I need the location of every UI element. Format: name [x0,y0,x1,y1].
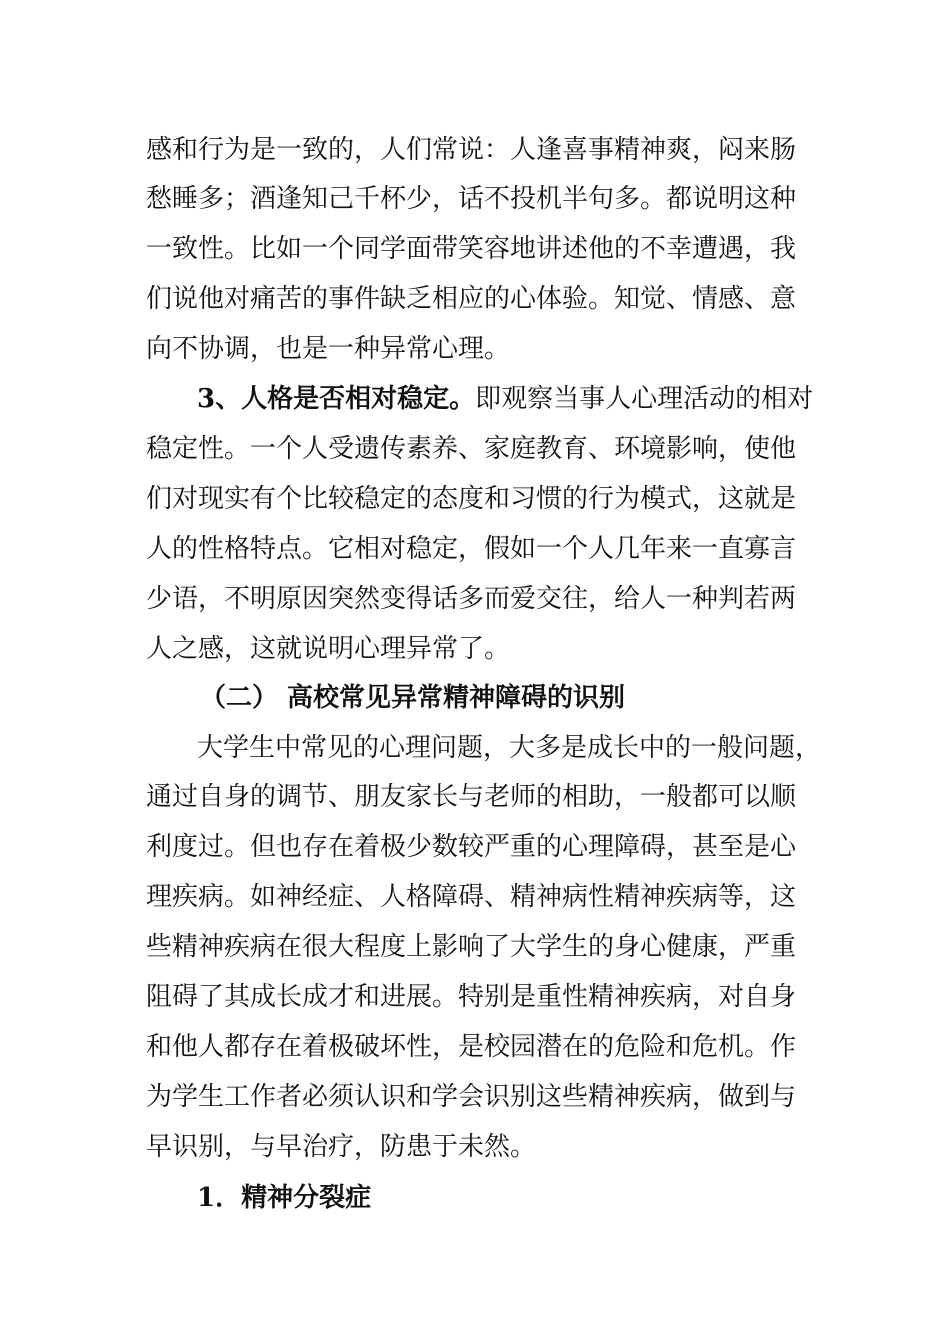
paragraph-line: 们说他对痛苦的事件缺乏相应的心体验。知觉、情感、意 [146,284,797,314]
paragraph-line: 和他人都存在着极破坏性，是校园潜在的危险和危机。作 [146,1032,797,1062]
paragraph-line: 利度过。但也存在着极少数较严重的心理障碍，甚至是心 [146,832,797,862]
paragraph-line: 向不协调，也是一种异常心理。 [146,334,511,364]
paragraph-line: 感和行为是一致的，人们常说：人逢喜事精神爽，闷来肠 [146,135,797,165]
numbered-item-title: 3、人格是否相对稳定。 [197,384,476,414]
paragraph-line: 理疾病。如神经症、人格障碍、精神病性精神疾病等，这 [146,882,797,912]
subheading: 1．精神分裂症 [197,1183,372,1213]
paragraph-line: 人之感，这就说明心理异常了。 [146,634,511,664]
paragraph-line: 们对现实有个比较稳定的态度和习惯的行为模式，这就是 [146,484,797,514]
paragraph-line: 通过自身的调节、朋友家长与老师的相助，一般都可以顺 [146,782,797,812]
paragraph-line: 阻碍了其成长成才和进展。特别是重性精神疾病，对自身 [146,982,797,1012]
section-heading: （二） 高校常见异常精神障碍的识别 [200,683,626,713]
paragraph-line: 愁睡多；酒逢知己千杯少，话不投机半句多。都说明这种 [146,184,797,214]
paragraph-line: 为学生工作者必须认识和学会识别这些精神疾病，做到与 [146,1082,797,1112]
paragraph-line: 早识别，与早治疗，防患于未然。 [146,1132,537,1162]
paragraph-line: 人的性格特点。它相对稳定，假如一个人几年来一直寡言 [146,534,797,564]
paragraph-line: 一致性。比如一个同学面带笑容地讲述他的不幸遭遇，我 [146,234,797,264]
numbered-item-lead-line [197,382,814,416]
numbered-item-lead-text: 即观察当事人心理活动的相对 [475,384,814,414]
paragraph-line: 些精神疾病在很大程度上影响了大学生的身心健康，严重 [146,932,797,962]
paragraph-line: 稳定性。一个人受遗传素养、家庭教育、环境影响，使他 [146,434,797,464]
paragraph-line: 少语，不明原因突然变得话多而爱交往，给人一种判若两 [146,584,797,614]
paragraph-first-line: 大学生中常见的心理问题，大多是成长中的一般问题， [197,733,822,763]
